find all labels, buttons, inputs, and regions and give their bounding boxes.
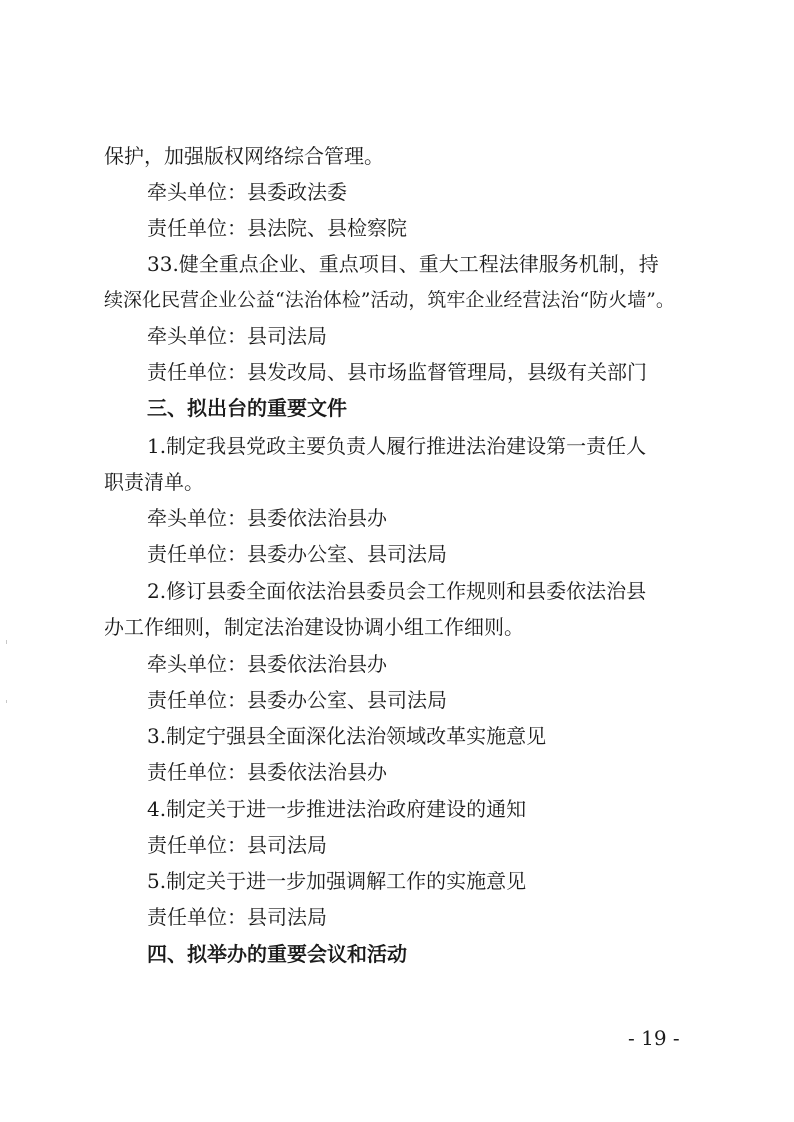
lead-unit-line: 牵头单位：县委政法委 [147, 180, 347, 204]
section-heading-4: 四、拟举办的重要会议和活动 [147, 942, 407, 966]
item-4-line: 4.制定关于进一步推进法治政府建设的通知 [147, 797, 527, 821]
lead-unit-line: 牵头单位：县委依法治县办 [147, 652, 387, 676]
responsible-unit-line: 责任单位：县发改局、县市场监督管理局，县级有关部门 [147, 360, 647, 384]
lead-unit-line: 牵头单位：县司法局 [147, 324, 327, 348]
responsible-unit-line: 责任单位：县司法局 [147, 905, 327, 929]
body-line: 续深化民营企业公益“法治体检”活动，筑牢企业经营法治“防火墙”。 [104, 289, 675, 311]
section-heading-3: 三、拟出台的重要文件 [147, 396, 347, 420]
responsible-unit-line: 责任单位：县法院、县检察院 [147, 216, 407, 240]
item-1-line: 1.制定我县党政主要负责人履行推进法治建设第一责任人 [147, 434, 647, 458]
responsible-unit-line: 责任单位：县委办公室、县司法局 [147, 688, 447, 712]
item-2-line: 2.修订县委全面依法治县委员会工作规则和县委依法治县 [147, 579, 647, 603]
body-line: 保护，加强版权网络综合管理。 [104, 144, 384, 168]
body-line: 职责清单。 [104, 470, 204, 494]
item-33-line: 33.健全重点企业、重点项目、重大工程法律服务机制，持 [147, 252, 659, 276]
responsible-unit-line: 责任单位：县委依法治县办 [147, 760, 387, 784]
responsible-unit-line: 责任单位：县委办公室、县司法局 [147, 542, 447, 566]
item-5-line: 5.制定关于进一步加强调解工作的实施意见 [147, 869, 527, 893]
lead-unit-line: 牵头单位：县委依法治县办 [147, 506, 387, 530]
responsible-unit-line: 责任单位：县司法局 [147, 833, 327, 857]
item-3-line: 3.制定宁强县全面深化法治领域改革实施意见 [147, 724, 547, 748]
page-number: - 19 - [628, 1026, 680, 1050]
body-line: 办工作细则，制定法治建设协调小组工作细则。 [104, 615, 524, 639]
